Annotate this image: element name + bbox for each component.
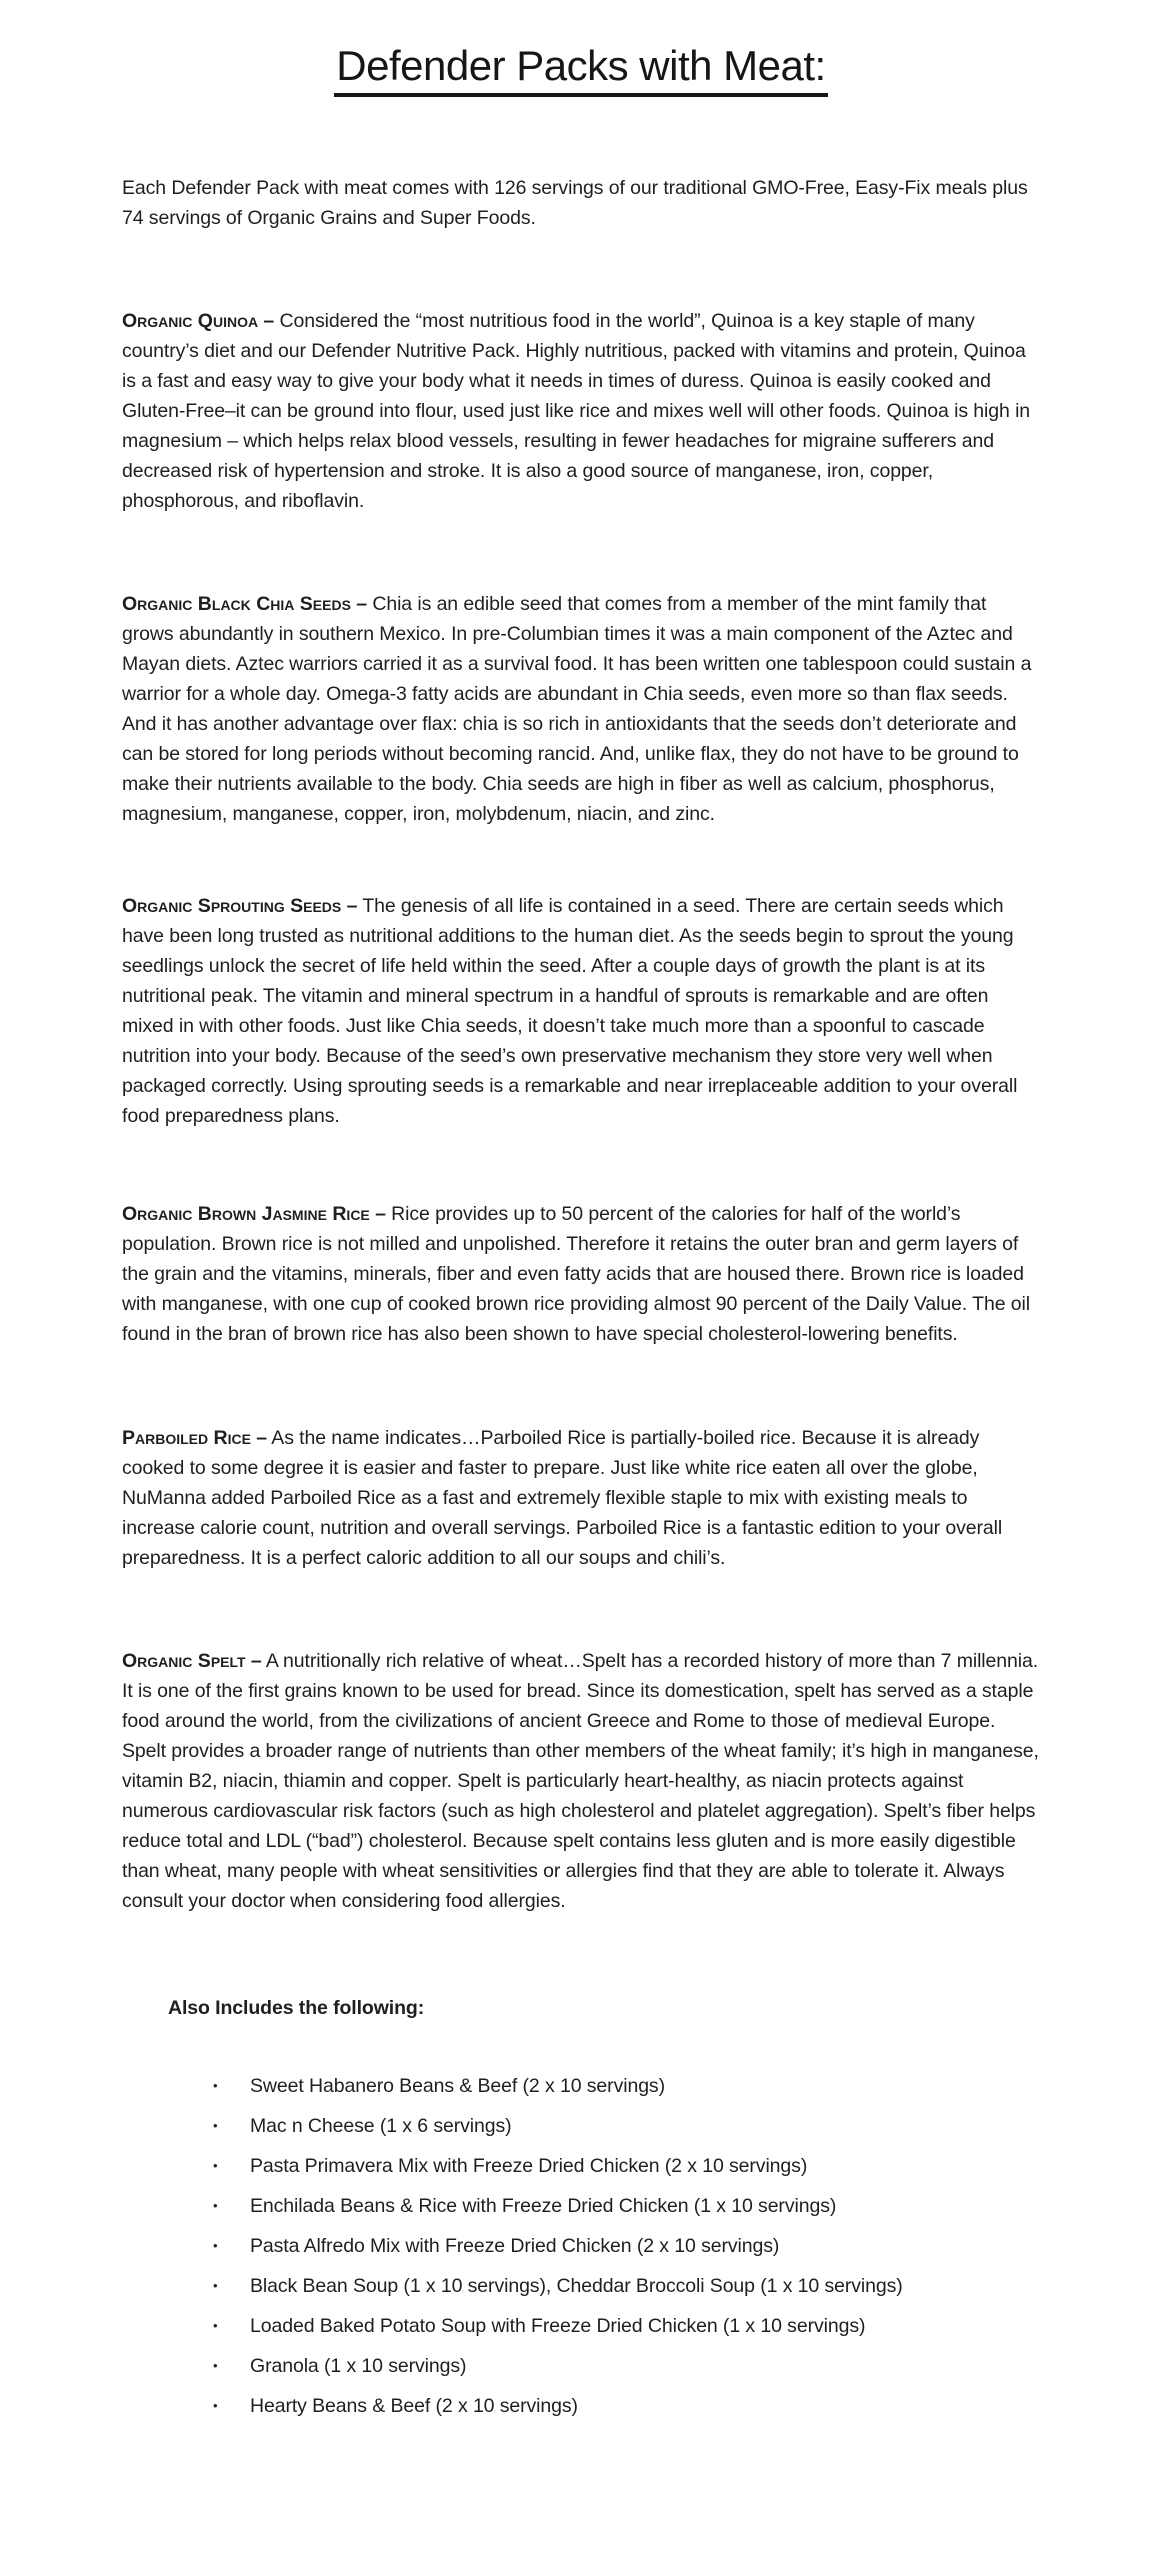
bullet-icon: • [213, 2118, 218, 2133]
list-item [213, 2391, 1040, 2421]
section-body: Considered the “most nutritious food in the world”, Quinoa is a key staple of many country’s diet and our Defender Nutritive Pack. Highly nutritious, packed with vitamins and protein, Quinoa is a fast and easy way to give your body what it needs in times of duress. Quinoa is easily cooked and Gluten-Free–it can be ground into flour, used just like rice and mixes well will other foods. Quinoa is high in magnesium – which helps relax blood vessels, resulting in fewer headaches for migraine sufferers and decreased risk of hypertension and stroke. It is also a good source of manganese, iron, copper, phosphorous, and riboflavin. [122, 310, 1031, 512]
section-heading: Parboiled Rice [122, 1427, 251, 1449]
section-heading: Organic Sprouting Seeds [122, 895, 342, 917]
list-item-text: Hearty Beans & Beef (2 x 10 servings) [250, 2395, 578, 2417]
page-title-text: Defender Packs with Meat: [334, 40, 827, 97]
list-item [213, 2111, 1040, 2141]
list-item-text: Enchilada Beans & Rice with Freeze Dried Chicken (1 x 10 servings) [250, 2195, 837, 2217]
list-item [213, 2151, 1040, 2181]
heading-dash: – [346, 895, 358, 917]
section-organic-quinoa [122, 306, 1040, 516]
page-title [122, 40, 1040, 97]
section-organic-spelt [122, 1646, 1040, 1916]
bullet-icon: • [213, 2398, 218, 2413]
heading-dash: – [256, 1427, 268, 1449]
bullet-icon: • [213, 2238, 218, 2253]
heading-dash: – [250, 1650, 262, 1672]
heading-dash: – [375, 1203, 386, 1225]
heading-dash: – [356, 593, 368, 615]
list-item [213, 2271, 1040, 2301]
bullet-icon: • [213, 2318, 218, 2333]
section-organic-black-chia-seeds [122, 589, 1040, 829]
heading-dash: – [263, 310, 275, 332]
bullet-icon: • [213, 2198, 218, 2213]
included-items-list [213, 2071, 1040, 2421]
section-body: As the name indicates…Parboiled Rice is partially-boiled rice. Because it is already cooked to some degree it is easier and faster to prepare. Just like white rice eaten all over the globe, NuManna added Parboiled Rice as a fast and extremely flexible staple to mix with existing meals to increase calorie count, nutrition and overall servings. Parboiled Rice is a fantastic edition to your overall preparedness. It is a perfect caloric addition to all our soups and chili’s. [122, 1427, 1003, 1569]
section-heading: Organic Quinoa [122, 310, 259, 332]
also-includes-heading: Also Includes the following: [168, 1997, 425, 2019]
list-item-text: Sweet Habanero Beans & Beef (2 x 10 servings) [250, 2075, 665, 2097]
bullet-icon: • [213, 2358, 218, 2373]
section-heading: Organic Spelt [122, 1650, 246, 1672]
section-heading: Organic Brown Jasmine Rice [122, 1203, 370, 1225]
intro-paragraph: Each Defender Pack with meat comes with 126 servings of our traditional GMO-Free, Easy-Fix meals plus 74 servings of Organic Grains and Super Foods. [122, 177, 1028, 229]
bullet-icon: • [213, 2078, 218, 2093]
list-item [213, 2191, 1040, 2221]
section-heading: Organic Black Chia Seeds [122, 593, 351, 615]
section-body: A nutritionally rich relative of wheat…Spelt has a recorded history of more than 7 millennia. It is one of the first grains known to be used for bread. Since its domestication, spelt has served as a staple food around the world, from the civilizations of ancient Greece and Rome to those of medieval Europe. Spelt provides a broader range of nutrients than other members of the wheat family; it’s high in manganese, vitamin B2, niacin, thiamin and copper. Spelt is particularly heart-healthy, as niacin protects against numerous cardiovascular risk factors (such as high cholesterol and platelet aggregation). Spelt’s fiber helps reduce total and LDL (“bad”) cholesterol. Because spelt contains less gluten and is more easily digestible than wheat, many people with wheat sensitivities or allergies find that they are able to tolerate it. Always consult your doctor when considering food allergies. [122, 1650, 1039, 1912]
list-item [213, 2231, 1040, 2261]
section-body: Rice provides up to 50 percent of the calories for half of the world’s population. Brown rice is not milled and unpolished. Therefore it retains the outer bran and germ layers of the grain and the vitamins, minerals, fiber and even fatty acids that are housed there. Brown rice is loaded with manganese, with one cup of cooked brown rice providing almost 90 percent of the Daily Value. The oil found in the bran of brown rice has also been shown to have special cholesterol-lowering benefits. [122, 1203, 1030, 1345]
list-item [213, 2311, 1040, 2341]
list-item [213, 2351, 1040, 2381]
section-body: The genesis of all life is contained in a seed. There are certain seeds which have been long trusted as nutritional additions to the human diet. As the seeds begin to sprout the young seedlings unlock the secret of life held within the seed. After a couple days of growth the plant is at its nutritional peak. The vitamin and mineral spectrum in a handful of sprouts is remarkable and are often mixed in with other foods. Just like Chia seeds, it doesn’t take much more than a spoonful to cascade nutrition into your body. Because of the seed’s own preservative mechanism they store very well when packaged correctly. Using sprouting seeds is a remarkable and near irreplaceable addition to your overall food preparedness plans. [122, 895, 1018, 1127]
list-item-text: Loaded Baked Potato Soup with Freeze Dried Chicken (1 x 10 servings) [250, 2315, 866, 2337]
bullet-icon: • [213, 2278, 218, 2293]
list-item-text: Pasta Alfredo Mix with Freeze Dried Chicken (2 x 10 servings) [250, 2235, 780, 2257]
list-item-text: Pasta Primavera Mix with Freeze Dried Chicken (2 x 10 servings) [250, 2155, 808, 2177]
list-item-text: Mac n Cheese (1 x 6 servings) [250, 2115, 512, 2137]
section-organic-sprouting-seeds [122, 891, 1040, 1131]
bullet-icon: • [213, 2158, 218, 2173]
section-organic-brown-jasmine-rice [122, 1199, 1040, 1349]
list-item-text: Granola (1 x 10 servings) [250, 2355, 467, 2377]
section-parboiled-rice [122, 1423, 1040, 1573]
list-item [213, 2071, 1040, 2101]
list-item-text: Black Bean Soup (1 x 10 servings), Cheddar Broccoli Soup (1 x 10 servings) [250, 2275, 903, 2297]
section-body: Chia is an edible seed that comes from a member of the mint family that grows abundantly in southern Mexico. In pre-Columbian times it was a main component of the Aztec and Mayan diets. Aztec warriors carried it as a survival food. It has been written one tablespoon could sustain a warrior for a whole day. Omega-3 fatty acids are abundant in Chia seeds, even more so than flax seeds. And it has another advantage over flax: chia is so rich in antioxidants that the seeds don’t deteriorate and can be stored for long periods without becoming rancid. And, unlike flax, they do not have to be ground to make their nutrients available to the body. Chia seeds are high in fiber as well as calcium, phosphorus, magnesium, manganese, copper, iron, molybdenum, niacin, and zinc. [122, 593, 1032, 825]
